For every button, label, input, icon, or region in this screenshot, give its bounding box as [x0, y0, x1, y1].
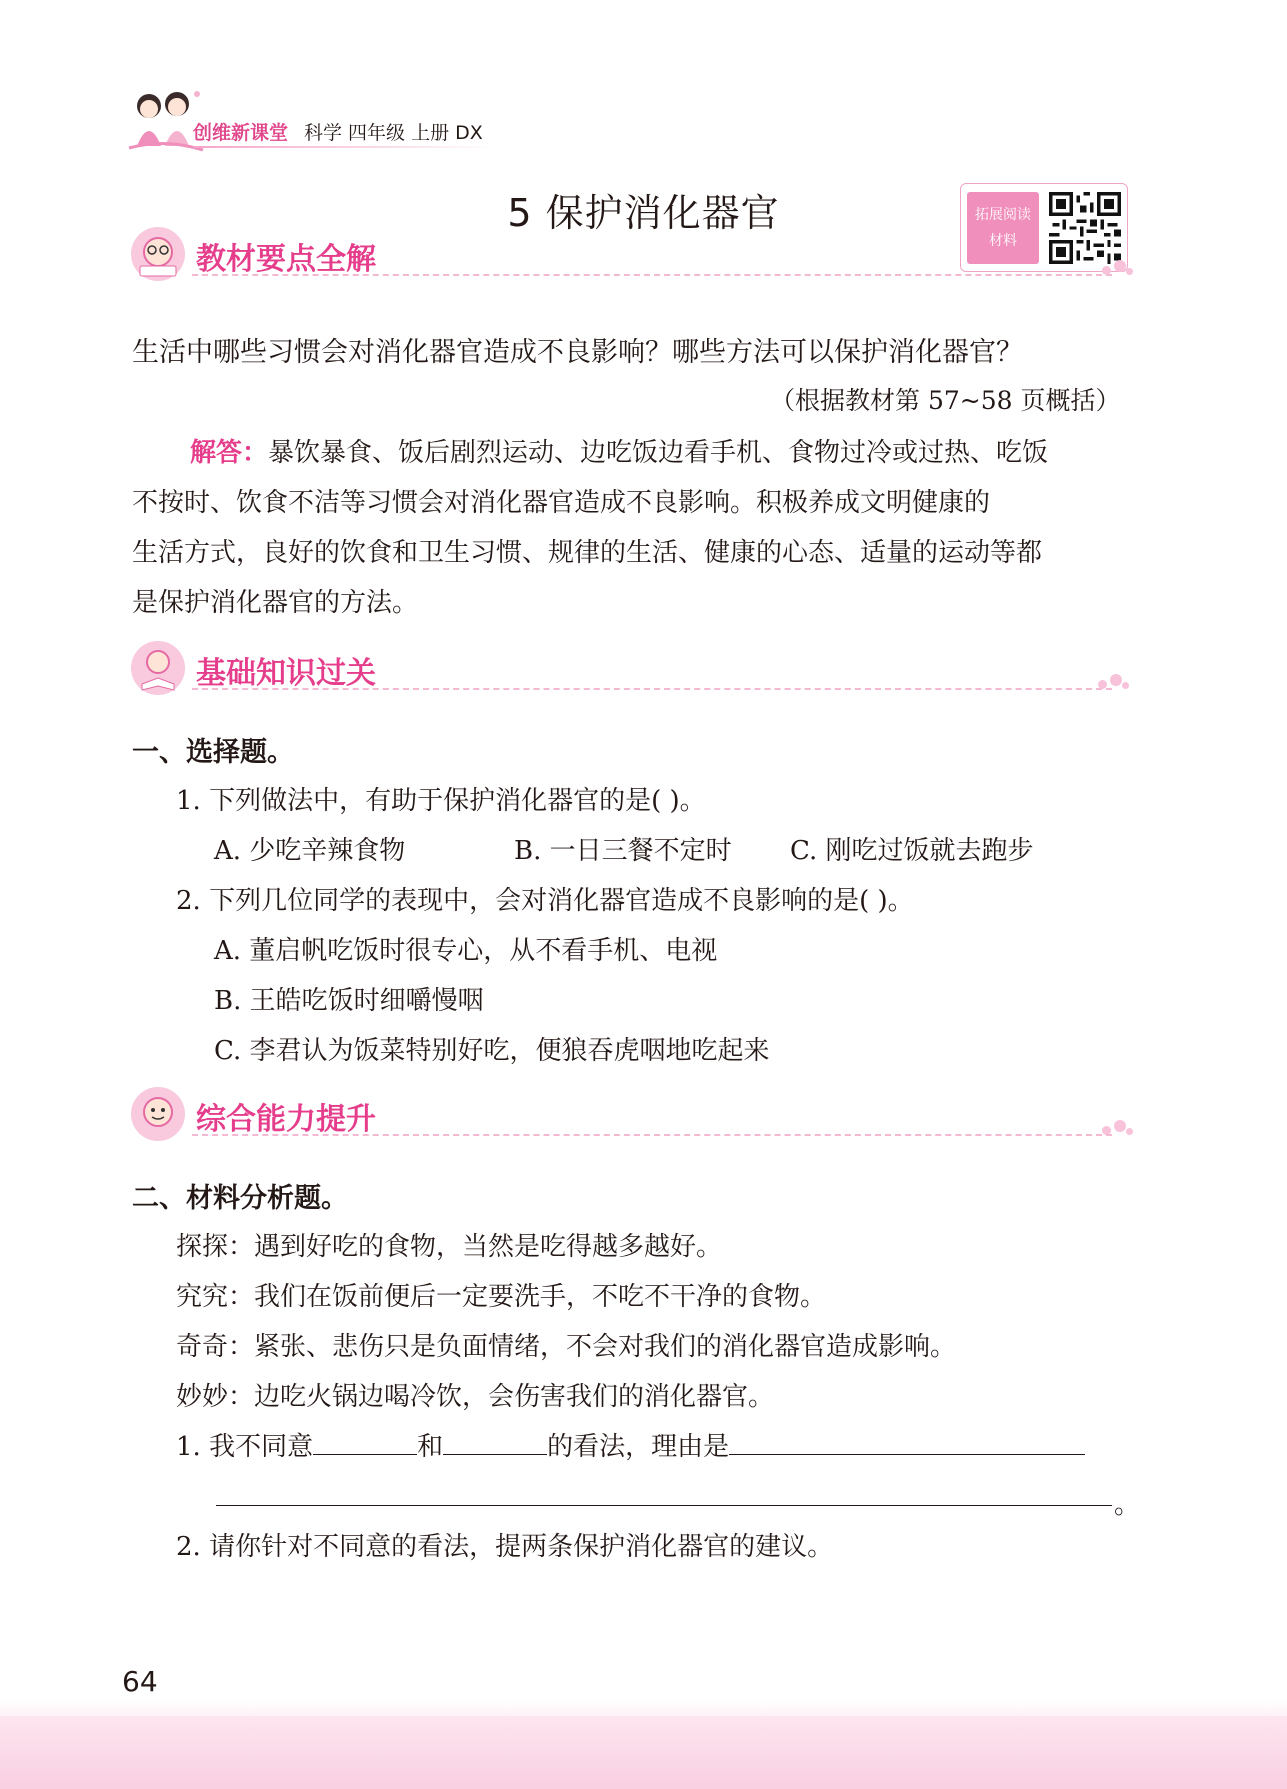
decor-dot	[1110, 674, 1122, 686]
choice-question-1: 1. 下列做法中，有助于保护消化器官的是( )。	[176, 786, 706, 816]
statement-tantan: 探探：遇到好吃的食物，当然是吃得越多越好。	[176, 1232, 723, 1262]
section-underline	[192, 274, 1112, 276]
answer-blank-1[interactable]	[313, 1428, 417, 1455]
decor-dot	[1098, 680, 1107, 689]
brand-name: 创维新课堂	[193, 122, 289, 144]
decor-dot	[1126, 268, 1133, 275]
section-header-basics	[130, 640, 1130, 700]
answer-line-2: 不按时、饮食不洁等习惯会对消化器官造成不良影响。积极养成文明健康的	[132, 488, 991, 518]
section-title: 综合能力提升	[196, 1102, 376, 1137]
statement-jiujiu: 究究：我们在饭前便后一定要洗手，不吃不干净的食物。	[176, 1282, 827, 1312]
page-number: 64	[122, 1665, 158, 1698]
decor-dot	[1126, 1128, 1133, 1135]
statement-qiqi: 奇奇：紧张、悲伤只是负面情绪，不会对我们的消化器官造成影响。	[176, 1332, 957, 1362]
section-title: 教材要点全解	[196, 242, 376, 277]
answer-label: 解答：	[190, 438, 269, 468]
part-title-analysis: 二、材料分析题。	[132, 1183, 348, 1214]
section-header-key-points	[130, 226, 1130, 286]
option-2c: C. 李君认为饭菜特别好吃，便狼吞虎咽地吃起来	[214, 1036, 770, 1066]
decor-dot	[1102, 266, 1111, 275]
answer-line-3: 生活方式，良好的饮食和卫生习惯、规律的生活、健康的心态、适量的运动等都	[132, 538, 1043, 568]
option-1c: C. 刚吃过饭就去跑步	[790, 836, 1034, 866]
answer-line-1: 解答：暴饮暴食、饭后剧烈运动、边吃饭边看手机、食物过冷或过热、吃饭	[190, 438, 1049, 468]
statement-miaomiao: 妙妙：边吃火锅边喝冷饮，会伤害我们的消化器官。	[176, 1382, 775, 1412]
decor-dot	[1114, 260, 1126, 272]
option-2b: B. 王皓吃饭时细嚼慢咽	[214, 986, 484, 1016]
header-divider	[193, 146, 493, 148]
decor-dot	[1102, 1126, 1111, 1135]
student-thinking-icon	[130, 1086, 186, 1142]
option-1b: B. 一日三餐不定时	[514, 836, 732, 866]
subject-line: 科学 四年级 上册 DX	[304, 122, 483, 144]
footer-band	[0, 1716, 1287, 1789]
student-reading-icon	[130, 640, 186, 696]
section-underline	[192, 688, 1112, 690]
question-text: 生活中哪些习惯会对消化器官造成不良影响？哪些方法可以保护消化器官？	[132, 337, 1023, 368]
section-header-ability	[130, 1086, 1130, 1146]
reason-blank-2[interactable]	[216, 1505, 1112, 1506]
answer-blank-2[interactable]	[443, 1428, 547, 1455]
source-note: （根据教材第 57~58 页概括）	[770, 386, 1121, 415]
teacher-avatar-icon	[130, 226, 186, 282]
choice-question-2: 2. 下列几位同学的表现中，会对消化器官造成不良影响的是( )。	[176, 886, 914, 916]
qr-badge-line1: 拓展阅读	[975, 207, 1031, 223]
decor-dot	[1114, 1120, 1126, 1132]
answer-line-4: 是保护消化器官的方法。	[132, 588, 419, 618]
decor-dot	[1122, 682, 1129, 689]
option-2a: A. 董启帆吃饭时很专心，从不看手机、电视	[214, 936, 718, 966]
qr-badge-line2: 材料	[989, 233, 1017, 249]
section-title: 基础知识过关	[196, 656, 376, 691]
analysis-question-2: 2. 请你针对不同意的看法，提两条保护消化器官的建议。	[176, 1532, 834, 1562]
reason-blank-1[interactable]	[729, 1428, 1085, 1455]
part-title-choice: 一、选择题。	[132, 737, 294, 768]
section-underline	[192, 1134, 1112, 1136]
option-1a: A. 少吃辛辣食物	[214, 836, 406, 866]
line-end-period: 。	[1114, 1490, 1141, 1520]
lesson-title: 5 保护消化器官	[507, 191, 780, 235]
analysis-question-1: 1. 我不同意 和 的看法，理由是	[176, 1426, 1085, 1463]
